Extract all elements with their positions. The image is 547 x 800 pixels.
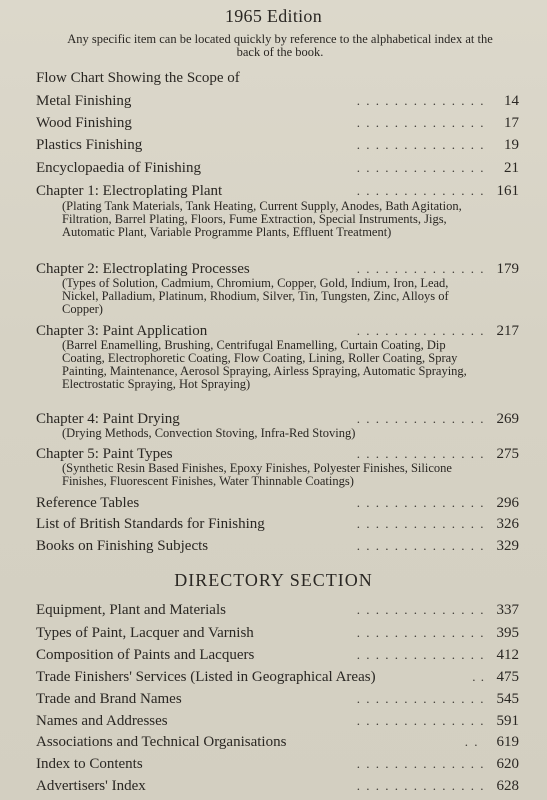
dot-leader: . . . . . . . . . . . . . .: [356, 647, 485, 662]
directory-page-number: 545: [496, 691, 519, 707]
dot-leader: . . . . . . . . . . . . . .: [356, 137, 485, 152]
dot-leader: . . . . . . . . . . . . . .: [356, 261, 485, 276]
contents-page-number: 179: [496, 261, 519, 277]
contents-label: Encyclopaedia of Finishing: [36, 160, 201, 176]
directory-row: [36, 689, 519, 709]
flow-chart-heading: Flow Chart Showing the Scope of: [36, 70, 240, 86]
directory-label: Types of Paint, Lacquer and Varnish: [36, 625, 254, 641]
contents-label: Chapter 1: Electroplating Plant: [36, 183, 223, 199]
contents-label: Metal Finishing: [36, 93, 132, 109]
dot-leader: . . . . . . . . . . . . . .: [356, 446, 485, 461]
directory-label: Advertisers' Index: [36, 778, 146, 794]
contents-row: [36, 514, 519, 534]
dot-leader: . . . . . . . . . . . . . .: [356, 778, 485, 793]
contents-label: Plastics Finishing: [36, 137, 143, 153]
dot-leader: . .: [464, 734, 479, 749]
chapter-2-details: (Types of Solution, Cadmium, Chromium, Copper, Gold, Indium, Iron, Lead, Nickel, Palladium, Platinum, Rhodium, Silver, Tin, Tungsten, Zinc, Alloys of Copper): [62, 276, 449, 316]
contents-page-number: 326: [496, 516, 519, 532]
directory-section-heading: DIRECTORY SECTION: [174, 570, 373, 590]
directory-label: Trade and Brand Names: [36, 691, 182, 707]
edition-title: 1965 Edition: [224, 6, 323, 26]
chapter-4-details: (Drying Methods, Convection Stoving, Infra-Red Stoving): [62, 426, 356, 440]
directory-page-number: 337: [496, 602, 519, 618]
contents-label: Chapter 5: Paint Types: [36, 446, 173, 462]
contents-row: [36, 91, 519, 111]
contents-row: [36, 158, 519, 178]
directory-label: Names and Addresses: [36, 713, 168, 729]
dot-leader: . . . . . . . . . . . . . .: [356, 516, 485, 531]
contents-row: [36, 113, 519, 133]
contents-row: [36, 181, 519, 201]
directory-page-number: 591: [496, 713, 519, 729]
directory-page-number: 628: [496, 778, 519, 794]
directory-label: Associations and Technical Organisations: [36, 734, 287, 750]
contents-label: Chapter 4: Paint Drying: [36, 411, 180, 427]
dot-leader: . . . . . . . . . . . . . .: [356, 756, 485, 771]
contents-row: [36, 536, 519, 556]
contents-page-number: 17: [504, 115, 519, 131]
directory-page-number: 412: [496, 647, 519, 663]
directory-page-number: 620: [496, 756, 519, 772]
dot-leader: . . . . . . . . . . . . . .: [356, 625, 485, 640]
directory-row: [36, 711, 519, 731]
directory-row: [36, 754, 519, 774]
dot-leader: . .: [472, 669, 485, 684]
dot-leader: . . . . . . . . . . . . . .: [356, 495, 485, 510]
contents-label: List of British Standards for Finishing: [36, 516, 265, 532]
dot-leader: . . . . . . . . . . . . . .: [356, 602, 485, 617]
directory-row: [36, 732, 519, 752]
dot-leader: . . . . . . . . . . . . . .: [356, 183, 485, 198]
contents-page-number: 296: [496, 495, 519, 511]
directory-label: Equipment, Plant and Materials: [36, 602, 226, 618]
dot-leader: . . . . . . . . . . . . . .: [356, 538, 485, 553]
contents-label: Reference Tables: [36, 495, 140, 511]
directory-page-number: 475: [496, 669, 519, 685]
contents-page-number: 21: [504, 160, 519, 176]
contents-page-number: 275: [496, 446, 519, 462]
contents-page-number: 269: [496, 411, 519, 427]
directory-row: [36, 645, 519, 665]
contents-page-number: 14: [504, 93, 519, 109]
dot-leader: . . . . . . . . . . . . . .: [356, 713, 485, 728]
contents-label: Chapter 2: Electroplating Processes: [36, 261, 250, 277]
dot-leader: . . . . . . . . . . . . . .: [356, 160, 485, 175]
contents-label: Wood Finishing: [36, 115, 132, 131]
contents-page-number: 19: [504, 137, 519, 153]
chapter-3-details: (Barrel Enamelling, Brushing, Centrifugal Enamelling, Curtain Coating, Dip Coating, Electrophoretic Coating, Flow Coating, Lining, Roller Coating, Spray Painting, Maintenance, Aerosol Spraying, Airless Spraying, Automatic Spraying, Electrostatic Spraying, Hot Spraying): [62, 338, 467, 391]
dot-leader: . . . . . . . . . . . . . .: [356, 323, 485, 338]
flow-chart-heading-row: [36, 68, 519, 88]
directory-label: Index to Contents: [36, 756, 143, 772]
dot-leader: . . . . . . . . . . . . . .: [356, 93, 485, 108]
directory-row: [36, 623, 519, 643]
contents-row: [36, 135, 519, 155]
contents-label: Chapter 3: Paint Application: [36, 323, 208, 339]
directory-row: [36, 667, 519, 687]
directory-page-number: 619: [496, 734, 519, 750]
contents-page-number: 161: [496, 183, 519, 199]
dot-leader: . . . . . . . . . . . . . .: [356, 691, 485, 706]
locate-note: Any specific item can be located quickly by reference to the alphabetical index at the back of the book.: [67, 32, 493, 59]
dot-leader: . . . . . . . . . . . . . .: [356, 411, 485, 426]
chapter-5-details: (Synthetic Resin Based Finishes, Epoxy Finishes, Polyester Finishes, Silicone Finishes, Fluorescent Finishes, Water Thinnable Coatings): [62, 461, 452, 488]
directory-label: Trade Finishers' Services (Listed in Geographical Areas): [36, 669, 376, 685]
contents-page-number: 329: [496, 538, 519, 554]
directory-row: [36, 776, 519, 796]
contents-row: [36, 493, 519, 513]
contents-page-number: 217: [496, 323, 519, 339]
directory-label: Composition of Paints and Lacquers: [36, 647, 255, 663]
directory-page-number: 395: [496, 625, 519, 641]
contents-label: Books on Finishing Subjects: [36, 538, 209, 554]
chapter-1-details: (Plating Tank Materials, Tank Heating, Current Supply, Anodes, Bath Agitation, Filtration, Barrel Plating, Floors, Fume Extraction, Special Instruments, Jigs, Automatic Plant, Variable Programme Plants, Effluent Treatment): [62, 199, 462, 239]
directory-row: [36, 600, 519, 620]
dot-leader: . . . . . . . . . . . . . .: [356, 115, 485, 130]
